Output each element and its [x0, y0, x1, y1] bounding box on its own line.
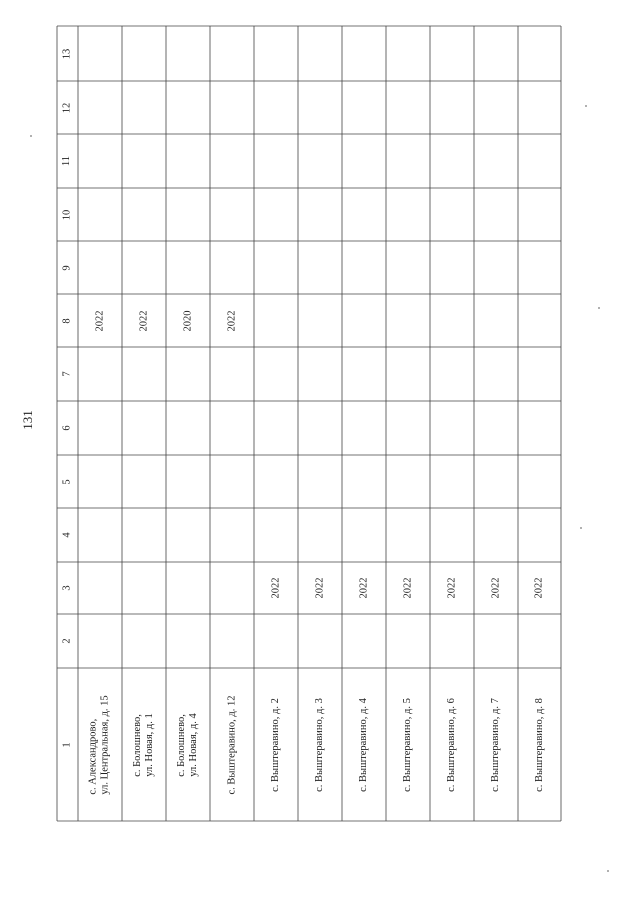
column-header: 12 — [61, 102, 73, 113]
address-cell: с. Александрово, ул. Центральная, д. 15 — [88, 694, 111, 795]
year-cell: 2022 — [490, 577, 501, 599]
column-header: 7 — [61, 371, 73, 377]
column-header: 13 — [61, 48, 73, 59]
column-header: 5 — [61, 478, 73, 485]
address-cell: с. Выштеравино, д. 7 — [490, 697, 502, 792]
year-cell: 2022 — [138, 310, 149, 331]
address-cell: с. Выштеравино, д. 2 — [270, 697, 282, 792]
column-header: 9 — [61, 264, 73, 271]
address-cell: с. Выштеравино, д. 3 — [314, 697, 326, 792]
year-cell: 2022 — [446, 577, 457, 599]
address-cell: с. Выштеравино, д. 5 — [402, 697, 414, 792]
column-header: 3 — [61, 585, 73, 591]
scan-speck — [585, 105, 587, 107]
year-cell: 2022 — [358, 577, 369, 599]
year-cell: 2022 — [226, 310, 237, 331]
address-cell: с. Болошнево, ул. Новая, д. 1 — [132, 712, 156, 777]
column-header: 2 — [61, 638, 73, 644]
year-cell: 2022 — [533, 577, 545, 599]
year-cell: 2022 — [94, 310, 105, 331]
column-header: 6 — [61, 425, 73, 431]
column-header: 4 — [61, 532, 73, 538]
address-cell: с. Выштеравино, д. 6 — [446, 697, 458, 792]
scan-speck — [607, 870, 609, 872]
column-header: 1 — [61, 741, 73, 748]
column-header: 8 — [61, 317, 73, 324]
address-cell: с. Болошнево, ул. Новая, д. 4 — [176, 712, 200, 777]
address-cell: с. Выштеравино, д. 12 — [226, 694, 238, 795]
address-cell: с. Выштеравино, д. 4 — [358, 697, 370, 792]
year-cell: 2022 — [270, 577, 281, 599]
page-number: 131 — [20, 410, 35, 430]
column-header: 11 — [61, 155, 73, 167]
year-cell: 2022 — [314, 577, 325, 599]
year-cell: 2020 — [182, 310, 193, 331]
address-cell: с. Выштеравино, д. 8 — [533, 697, 545, 792]
scan-speck — [30, 135, 32, 137]
scan-speck — [598, 307, 600, 309]
scan-speck — [580, 527, 582, 529]
year-cell: 2022 — [402, 577, 413, 599]
column-header: 10 — [61, 209, 73, 220]
